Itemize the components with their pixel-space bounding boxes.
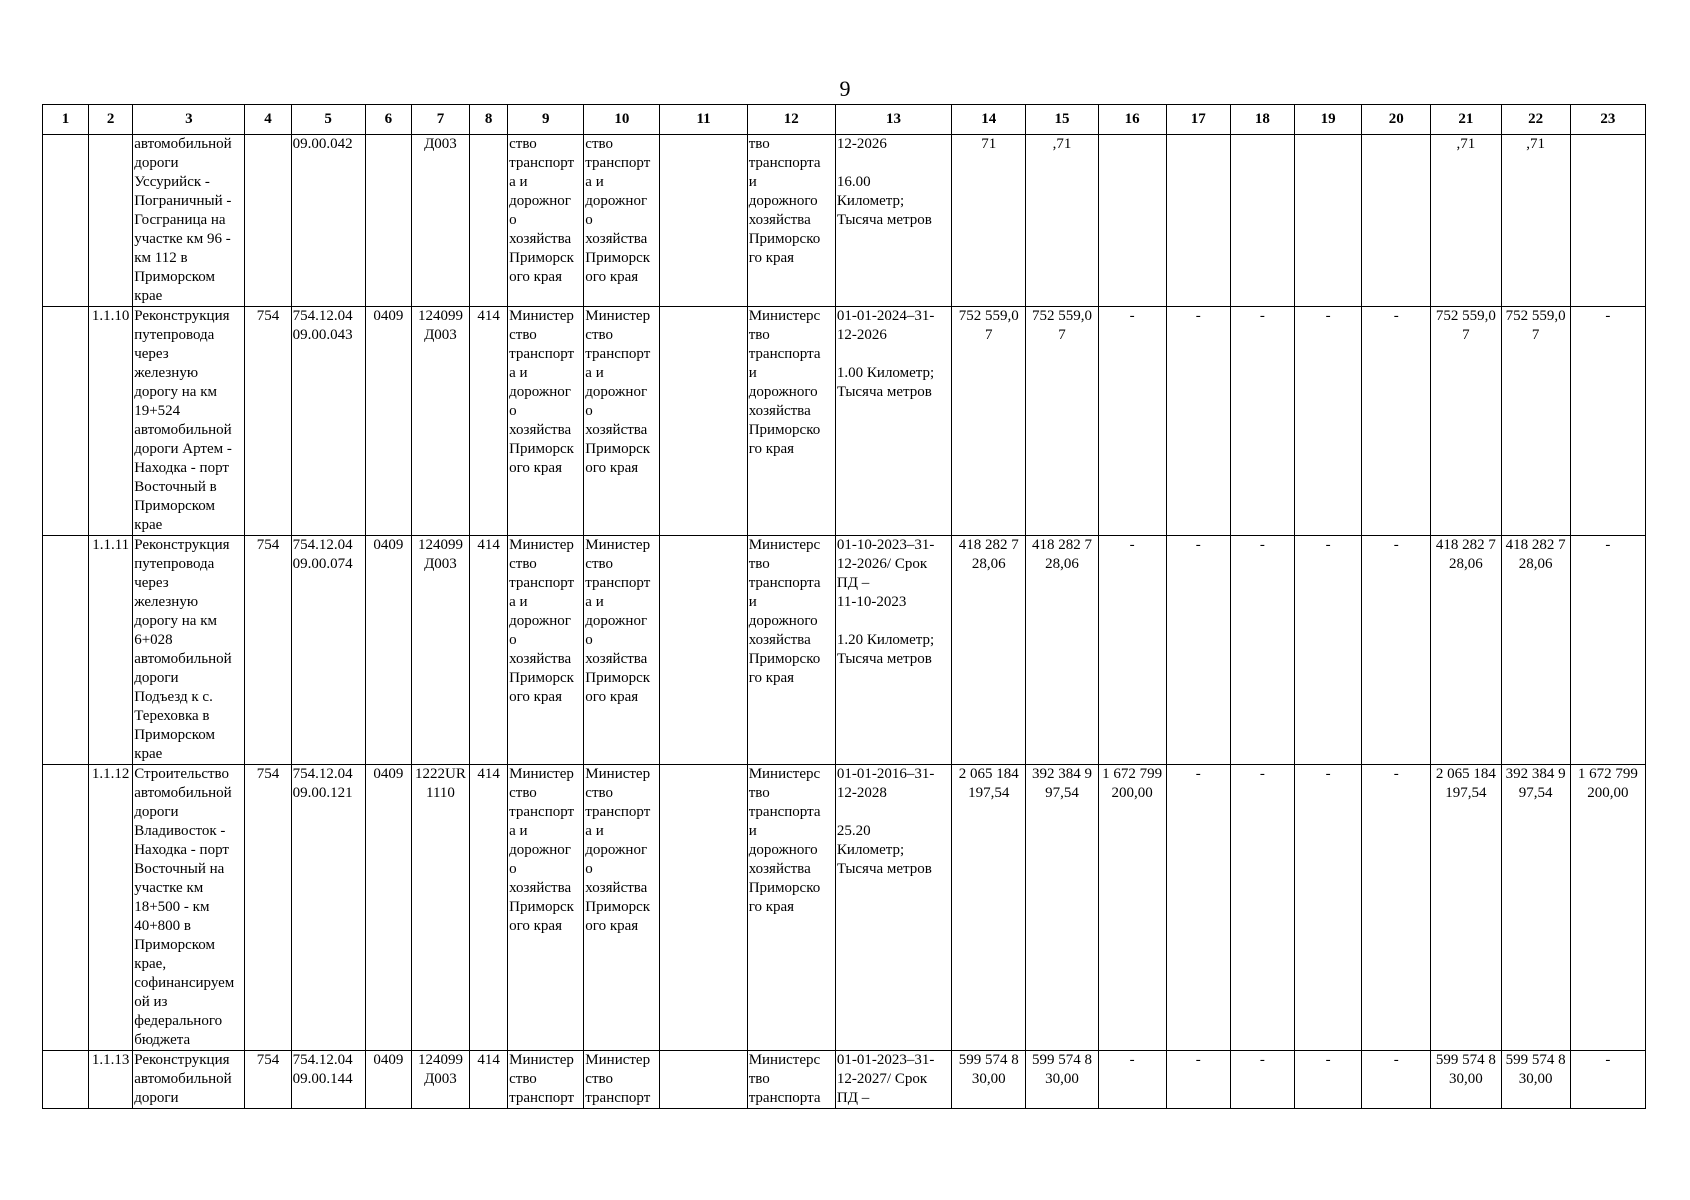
cell-item-number: 1.1.13 (89, 1051, 133, 1109)
cell-object-code: 09.00.042 (291, 135, 365, 307)
cell-col-18: - (1230, 1051, 1294, 1109)
cell-section-code: 0409 (365, 307, 411, 536)
cell-responsible: Министер ство транспорт а и дорожног о хозяйства Приморск ого края (508, 307, 584, 536)
header-cell: 20 (1362, 105, 1431, 135)
cell-col-23: - (1570, 536, 1645, 765)
cell-col-18: - (1230, 536, 1294, 765)
cell-col-23: - (1570, 1051, 1645, 1109)
cell-col-14: 71 (952, 135, 1026, 307)
cell-col-20: - (1362, 1051, 1431, 1109)
table-row (43, 135, 1646, 307)
cell-col-16: 1 672 799 200,00 (1098, 765, 1166, 1051)
cell-col-15: 599 574 8 30,00 (1026, 1051, 1098, 1109)
header-cell: 13 (835, 105, 951, 135)
cell-col-20: - (1362, 307, 1431, 536)
cell-item-number: 1.1.10 (89, 307, 133, 536)
cell-customer: Министер ство транспорт а и дорожног о хозяйства Приморск ого края (584, 307, 660, 536)
cell-col-22: 599 574 8 30,00 (1501, 1051, 1570, 1109)
table-row (43, 1051, 1646, 1109)
header-cell: 19 (1295, 105, 1362, 135)
cell-col-11 (660, 765, 747, 1051)
cell-col-16: - (1098, 1051, 1166, 1109)
table-row (43, 307, 1646, 536)
cell-object-code: 754.12.04 09.00.144 (291, 1051, 365, 1109)
cell-col-22: ,71 (1501, 135, 1570, 307)
cell-col-17: - (1166, 765, 1230, 1051)
cell-col-11 (660, 1051, 747, 1109)
cell-col-11 (660, 307, 747, 536)
cell-col-20: - (1362, 765, 1431, 1051)
cell-grbs-code (245, 135, 291, 307)
cell-dates-capacity: 01-01-2024–31- 12-2026 1.00 Километр; Тысяча метров (835, 307, 951, 536)
cell-col-23 (1570, 135, 1645, 307)
cell-responsible: Министер ство транспорт а и дорожног о хозяйства Приморск ого края (508, 765, 584, 1051)
cell-grbs-code: 754 (245, 765, 291, 1051)
cell-col-11 (660, 536, 747, 765)
cell-grbs-code: 754 (245, 1051, 291, 1109)
cell-item-number (89, 135, 133, 307)
cell-col-14: 2 065 184 197,54 (952, 765, 1026, 1051)
cell-developer: Министерс тво транспорта и дорожного хозяйства Приморско го края (747, 307, 835, 536)
cell-section-code (365, 135, 411, 307)
cell-grbs-code: 754 (245, 307, 291, 536)
cell-col-22: 418 282 7 28,06 (1501, 536, 1570, 765)
cell-col-1 (43, 765, 89, 1051)
cell-developer: Министерс тво транспорта (747, 1051, 835, 1109)
cell-col-1 (43, 1051, 89, 1109)
cell-target-article: 1222UR 1110 (411, 765, 469, 1051)
header-cell: 18 (1230, 105, 1294, 135)
cell-col-19 (1295, 135, 1362, 307)
header-cell: 16 (1098, 105, 1166, 135)
cell-dates-capacity: 01-01-2016–31- 12-2028 25.20 Километр; Тысяча метров (835, 765, 951, 1051)
cell-object-name: Реконструкция автомобильной дороги (133, 1051, 245, 1109)
table-row (43, 536, 1646, 765)
cell-grbs-code: 754 (245, 536, 291, 765)
cell-col-17: - (1166, 307, 1230, 536)
cell-expense-type (470, 135, 508, 307)
cell-col-21: 2 065 184 197,54 (1431, 765, 1501, 1051)
cell-col-23: 1 672 799 200,00 (1570, 765, 1645, 1051)
cell-col-20: - (1362, 536, 1431, 765)
cell-col-19: - (1295, 1051, 1362, 1109)
cell-section-code: 0409 (365, 765, 411, 1051)
cell-target-article: 124099 Д003 (411, 536, 469, 765)
cell-object-name: Реконструкция путепровода через железную дорогу на км 6+028 автомобильной дороги Подъезд к с. Тереховка в Приморском крае (133, 536, 245, 765)
header-cell: 2 (89, 105, 133, 135)
cell-target-article: Д003 (411, 135, 469, 307)
header-cell: 10 (584, 105, 660, 135)
header-cell: 23 (1570, 105, 1645, 135)
cell-col-21: 752 559,0 7 (1431, 307, 1501, 536)
header-cell: 9 (508, 105, 584, 135)
cell-col-16: - (1098, 536, 1166, 765)
cell-col-21: ,71 (1431, 135, 1501, 307)
header-cell: 22 (1501, 105, 1570, 135)
cell-object-name: Реконструкция путепровода через железную дорогу на км 19+524 автомобильной дороги Артем - Находка - порт Восточный в Приморском крае (133, 307, 245, 536)
cell-customer: Министер ство транспорт а и дорожног о хозяйства Приморск ого края (584, 765, 660, 1051)
cell-col-18: - (1230, 765, 1294, 1051)
header-cell: 8 (470, 105, 508, 135)
cell-target-article: 124099 Д003 (411, 307, 469, 536)
cell-expense-type: 414 (470, 765, 508, 1051)
cell-section-code: 0409 (365, 1051, 411, 1109)
cell-target-article: 124099 Д003 (411, 1051, 469, 1109)
cell-col-15: 392 384 9 97,54 (1026, 765, 1098, 1051)
cell-object-name: автомобильной дороги Уссурийск - Пограничный - Госграница на участке км 96 - км 112 в Приморском крае (133, 135, 245, 307)
cell-dates-capacity: 01-10-2023–31- 12-2026/ Срок ПД – 11-10-2023 1.20 Километр; Тысяча метров (835, 536, 951, 765)
cell-col-1 (43, 135, 89, 307)
cell-col-22: 752 559,0 7 (1501, 307, 1570, 536)
cell-developer: Министерс тво транспорта и дорожного хозяйства Приморско го края (747, 765, 835, 1051)
program-table (42, 104, 1646, 1109)
cell-section-code: 0409 (365, 536, 411, 765)
header-cell: 1 (43, 105, 89, 135)
table-row (43, 765, 1646, 1051)
cell-col-1 (43, 307, 89, 536)
header-cell: 5 (291, 105, 365, 135)
cell-col-16 (1098, 135, 1166, 307)
cell-object-code: 754.12.04 09.00.043 (291, 307, 365, 536)
cell-col-16: - (1098, 307, 1166, 536)
cell-expense-type: 414 (470, 1051, 508, 1109)
cell-col-21: 599 574 8 30,00 (1431, 1051, 1501, 1109)
cell-col-14: 752 559,0 7 (952, 307, 1026, 536)
cell-responsible: Министер ство транспорт а и дорожног о хозяйства Приморск ого края (508, 536, 584, 765)
cell-col-14: 418 282 7 28,06 (952, 536, 1026, 765)
header-cell: 17 (1166, 105, 1230, 135)
cell-col-19: - (1295, 536, 1362, 765)
cell-col-19: - (1295, 765, 1362, 1051)
cell-col-14: 599 574 8 30,00 (952, 1051, 1026, 1109)
cell-responsible: ство транспорт а и дорожног о хозяйства Приморск ого края (508, 135, 584, 307)
header-cell: 12 (747, 105, 835, 135)
cell-col-15: ,71 (1026, 135, 1098, 307)
header-cell: 15 (1026, 105, 1098, 135)
header-cell: 14 (952, 105, 1026, 135)
cell-customer: Министер ство транспорт а и дорожног о хозяйства Приморск ого края (584, 536, 660, 765)
header-cell: 6 (365, 105, 411, 135)
header-cell: 11 (660, 105, 747, 135)
cell-object-code: 754.12.04 09.00.121 (291, 765, 365, 1051)
cell-developer: Министерс тво транспорта и дорожного хозяйства Приморско го края (747, 536, 835, 765)
cell-col-17: - (1166, 1051, 1230, 1109)
cell-col-23: - (1570, 307, 1645, 536)
cell-col-18 (1230, 135, 1294, 307)
cell-col-20 (1362, 135, 1431, 307)
cell-item-number: 1.1.11 (89, 536, 133, 765)
cell-item-number: 1.1.12 (89, 765, 133, 1051)
cell-object-code: 754.12.04 09.00.074 (291, 536, 365, 765)
cell-responsible: Министер ство транспорт (508, 1051, 584, 1109)
header-cell: 7 (411, 105, 469, 135)
cell-col-18: - (1230, 307, 1294, 536)
cell-developer: тво транспорта и дорожного хозяйства Приморско го края (747, 135, 835, 307)
cell-col-17: - (1166, 536, 1230, 765)
cell-customer: ство транспорт а и дорожног о хозяйства Приморск ого края (584, 135, 660, 307)
cell-col-15: 752 559,0 7 (1026, 307, 1098, 536)
cell-col-19: - (1295, 307, 1362, 536)
cell-expense-type: 414 (470, 536, 508, 765)
header-row (43, 105, 1646, 135)
cell-col-21: 418 282 7 28,06 (1431, 536, 1501, 765)
header-cell: 3 (133, 105, 245, 135)
header-cell: 4 (245, 105, 291, 135)
cell-col-11 (660, 135, 747, 307)
cell-col-22: 392 384 9 97,54 (1501, 765, 1570, 1051)
header-cell: 21 (1431, 105, 1501, 135)
page-number: 9 (839, 76, 851, 101)
cell-object-name: Строительство автомобильной дороги Владивосток - Находка - порт Восточный на участке км 18+500 - км 40+800 в Приморском крае, софинансируем ой из федерального бюджета (133, 765, 245, 1051)
cell-col-17 (1166, 135, 1230, 307)
cell-dates-capacity: 01-01-2023–31- 12-2027/ Срок ПД – (835, 1051, 951, 1109)
cell-col-15: 418 282 7 28,06 (1026, 536, 1098, 765)
cell-dates-capacity: 12-2026 16.00 Километр; Тысяча метров (835, 135, 951, 307)
cell-col-1 (43, 536, 89, 765)
cell-expense-type: 414 (470, 307, 508, 536)
cell-customer: Министер ство транспорт (584, 1051, 660, 1109)
